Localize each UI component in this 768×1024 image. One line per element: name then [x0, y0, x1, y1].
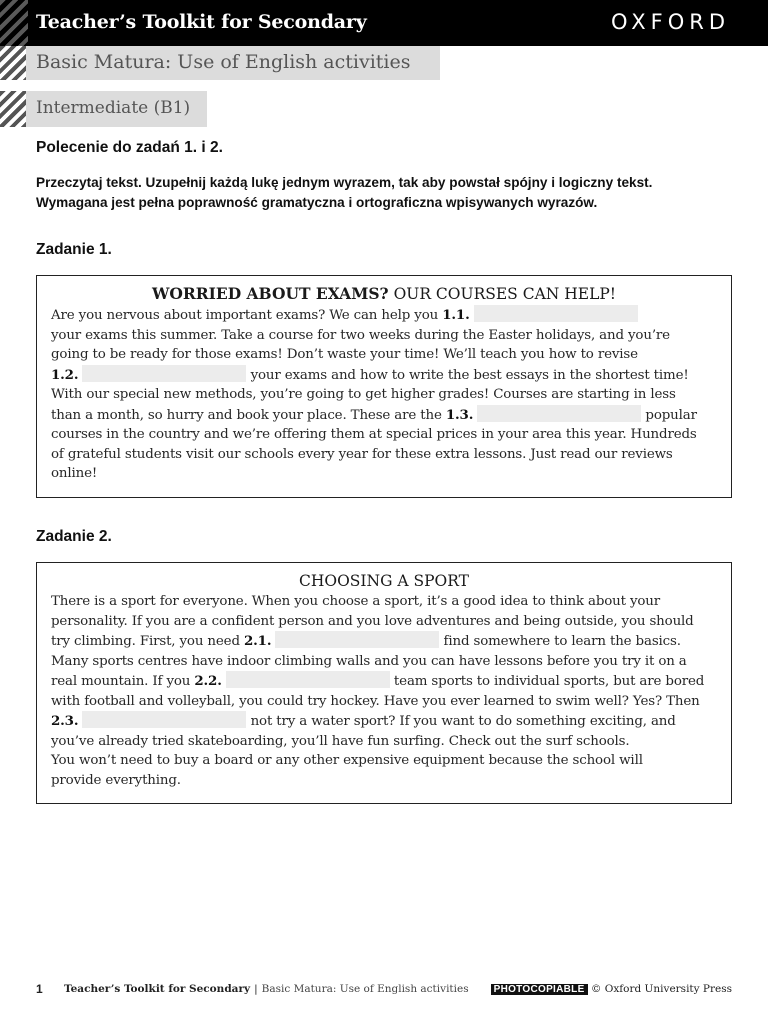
footer-toolkit: Teacher’s Toolkit for Secondary	[64, 983, 251, 995]
text-segment: you’ve already tried skateboarding, you’ll have fun surfing. Check out the surf schools.	[51, 733, 630, 749]
text-line	[51, 365, 717, 386]
photocopiable-badge: PHOTOCOPIABLE	[491, 984, 588, 995]
text-line	[51, 326, 717, 346]
answer-gap[interactable]	[474, 305, 638, 322]
text-line	[51, 445, 717, 465]
task2-body	[51, 592, 717, 790]
text-line	[51, 692, 717, 712]
answer-gap[interactable]	[82, 711, 246, 728]
gap-number: 2.3.	[51, 713, 79, 729]
answer-gap[interactable]	[477, 405, 641, 422]
gap-number: 1.1.	[442, 307, 470, 323]
oxford-logo: OXFORD	[611, 10, 730, 34]
level-text: Intermediate (B1)	[36, 98, 191, 118]
text-line	[51, 631, 717, 652]
task1-title-rest: OUR COURSES CAN HELP!	[388, 285, 617, 303]
text-segment: courses in the country and we’re offering them at special prices in your area this year. Hundreds	[51, 427, 697, 442]
instructions-text	[36, 173, 736, 213]
text-segment: There is a sport for everyone. When you choose a sport, it’s a good idea to think about your	[51, 594, 661, 609]
text-line	[51, 732, 717, 752]
gap-number: 2.1.	[243, 633, 272, 649]
text-line	[51, 751, 717, 771]
task1-body	[51, 305, 717, 484]
text-line	[51, 305, 717, 326]
task1-title-bold: WORRIED ABOUT EXAMS?	[151, 284, 389, 303]
text-line	[51, 385, 717, 405]
text-line	[51, 464, 717, 484]
gap-number: 2.2.	[194, 673, 222, 689]
text-line	[51, 592, 717, 612]
text-segment: your exams and how to write the best essays in the shortest time!	[246, 367, 689, 383]
instruction-line: Przeczytaj tekst. Uzupełnij każdą lukę jednym wyrazem, tak aby powstał spójny i logiczny tekst.	[36, 175, 653, 190]
text-segment: not try a water sport? If you want to do something exciting, and	[246, 714, 676, 729]
text-segment: Many sports centres have indoor climbing walls and you can have lessons before you try it on a	[51, 653, 687, 669]
text-line	[51, 711, 717, 732]
footer-left	[64, 983, 469, 995]
level-stripes-decoration	[0, 91, 26, 127]
text-segment: personality. If you are a confident person and you love adventures and being outside, you should	[51, 613, 694, 629]
footer-separator: |	[254, 983, 258, 995]
header-title: Teacher’s Toolkit for Secondary	[36, 11, 367, 33]
gap-number: 1.3.	[445, 406, 474, 423]
header-stripes-decoration	[0, 0, 28, 46]
footer-subtitle: Basic Matura: Use of English activities	[261, 983, 469, 995]
text-segment: team sports to individual sports, but are bored	[389, 674, 705, 689]
subtitle-stripes-decoration	[0, 46, 26, 80]
task2-title: CHOOSING A SPORT	[298, 572, 469, 590]
footer-copyright: © Oxford University Press	[590, 983, 732, 995]
answer-gap[interactable]	[275, 631, 439, 648]
text-segment: popular	[641, 407, 697, 423]
text-segment: your exams this summer. Take a course for two weeks during the Easter holidays, and you’re	[51, 327, 670, 343]
task1-label: Zadanie 1.	[36, 241, 112, 258]
text-line	[51, 671, 717, 692]
text-segment: try climbing. First, you need	[51, 634, 244, 649]
gap-number: 1.2.	[51, 366, 79, 383]
text-line	[51, 612, 717, 632]
page-number: 1	[36, 982, 43, 996]
text-line	[51, 652, 717, 672]
task1-text-box	[36, 275, 732, 498]
text-segment: than a month, so hurry and book your place. These are the	[51, 407, 446, 423]
task1-title	[51, 284, 717, 304]
text-segment: Are you nervous about important exams? We can help you	[51, 308, 443, 323]
text-line	[51, 345, 717, 365]
text-line	[51, 405, 717, 426]
text-segment: going to be ready for those exams! Don’t waste your time! We’ll teach you how to revise	[51, 347, 638, 362]
text-line	[51, 771, 717, 791]
text-segment: of grateful students visit our schools every year for these extra lessons. Just read our reviews	[51, 446, 673, 462]
header-bar	[0, 0, 768, 46]
text-segment: online!	[51, 466, 98, 481]
level-band	[26, 91, 207, 127]
text-segment: You won’t need to buy a board or any other expensive equipment because the school will	[51, 753, 643, 768]
page-footer	[36, 982, 732, 998]
subtitle-band	[26, 46, 440, 80]
task2-text-box	[36, 562, 732, 804]
answer-gap[interactable]	[82, 365, 246, 382]
text-segment: with football and volleyball, you could try hockey. Have you ever learned to swim well? Yes? Then	[51, 693, 700, 709]
text-segment: real mountain. If you	[51, 674, 195, 689]
instructions-heading: Polecenie do zadań 1. i 2.	[36, 139, 223, 156]
footer-right	[491, 983, 732, 995]
task2-label: Zadanie 2.	[36, 528, 112, 545]
text-segment: With our special new methods, you’re going to get higher grades! Courses are starting in less	[51, 387, 676, 402]
subtitle-text: Basic Matura: Use of English activities	[36, 51, 411, 73]
text-line	[51, 425, 717, 445]
text-segment: find somewhere to learn the basics.	[439, 634, 681, 649]
text-segment: provide everything.	[51, 772, 181, 788]
answer-gap[interactable]	[226, 671, 390, 688]
instruction-line: Wymagana jest pełna poprawność gramatyczna i ortograficzna wpisywanych wyrazów.	[36, 195, 598, 210]
